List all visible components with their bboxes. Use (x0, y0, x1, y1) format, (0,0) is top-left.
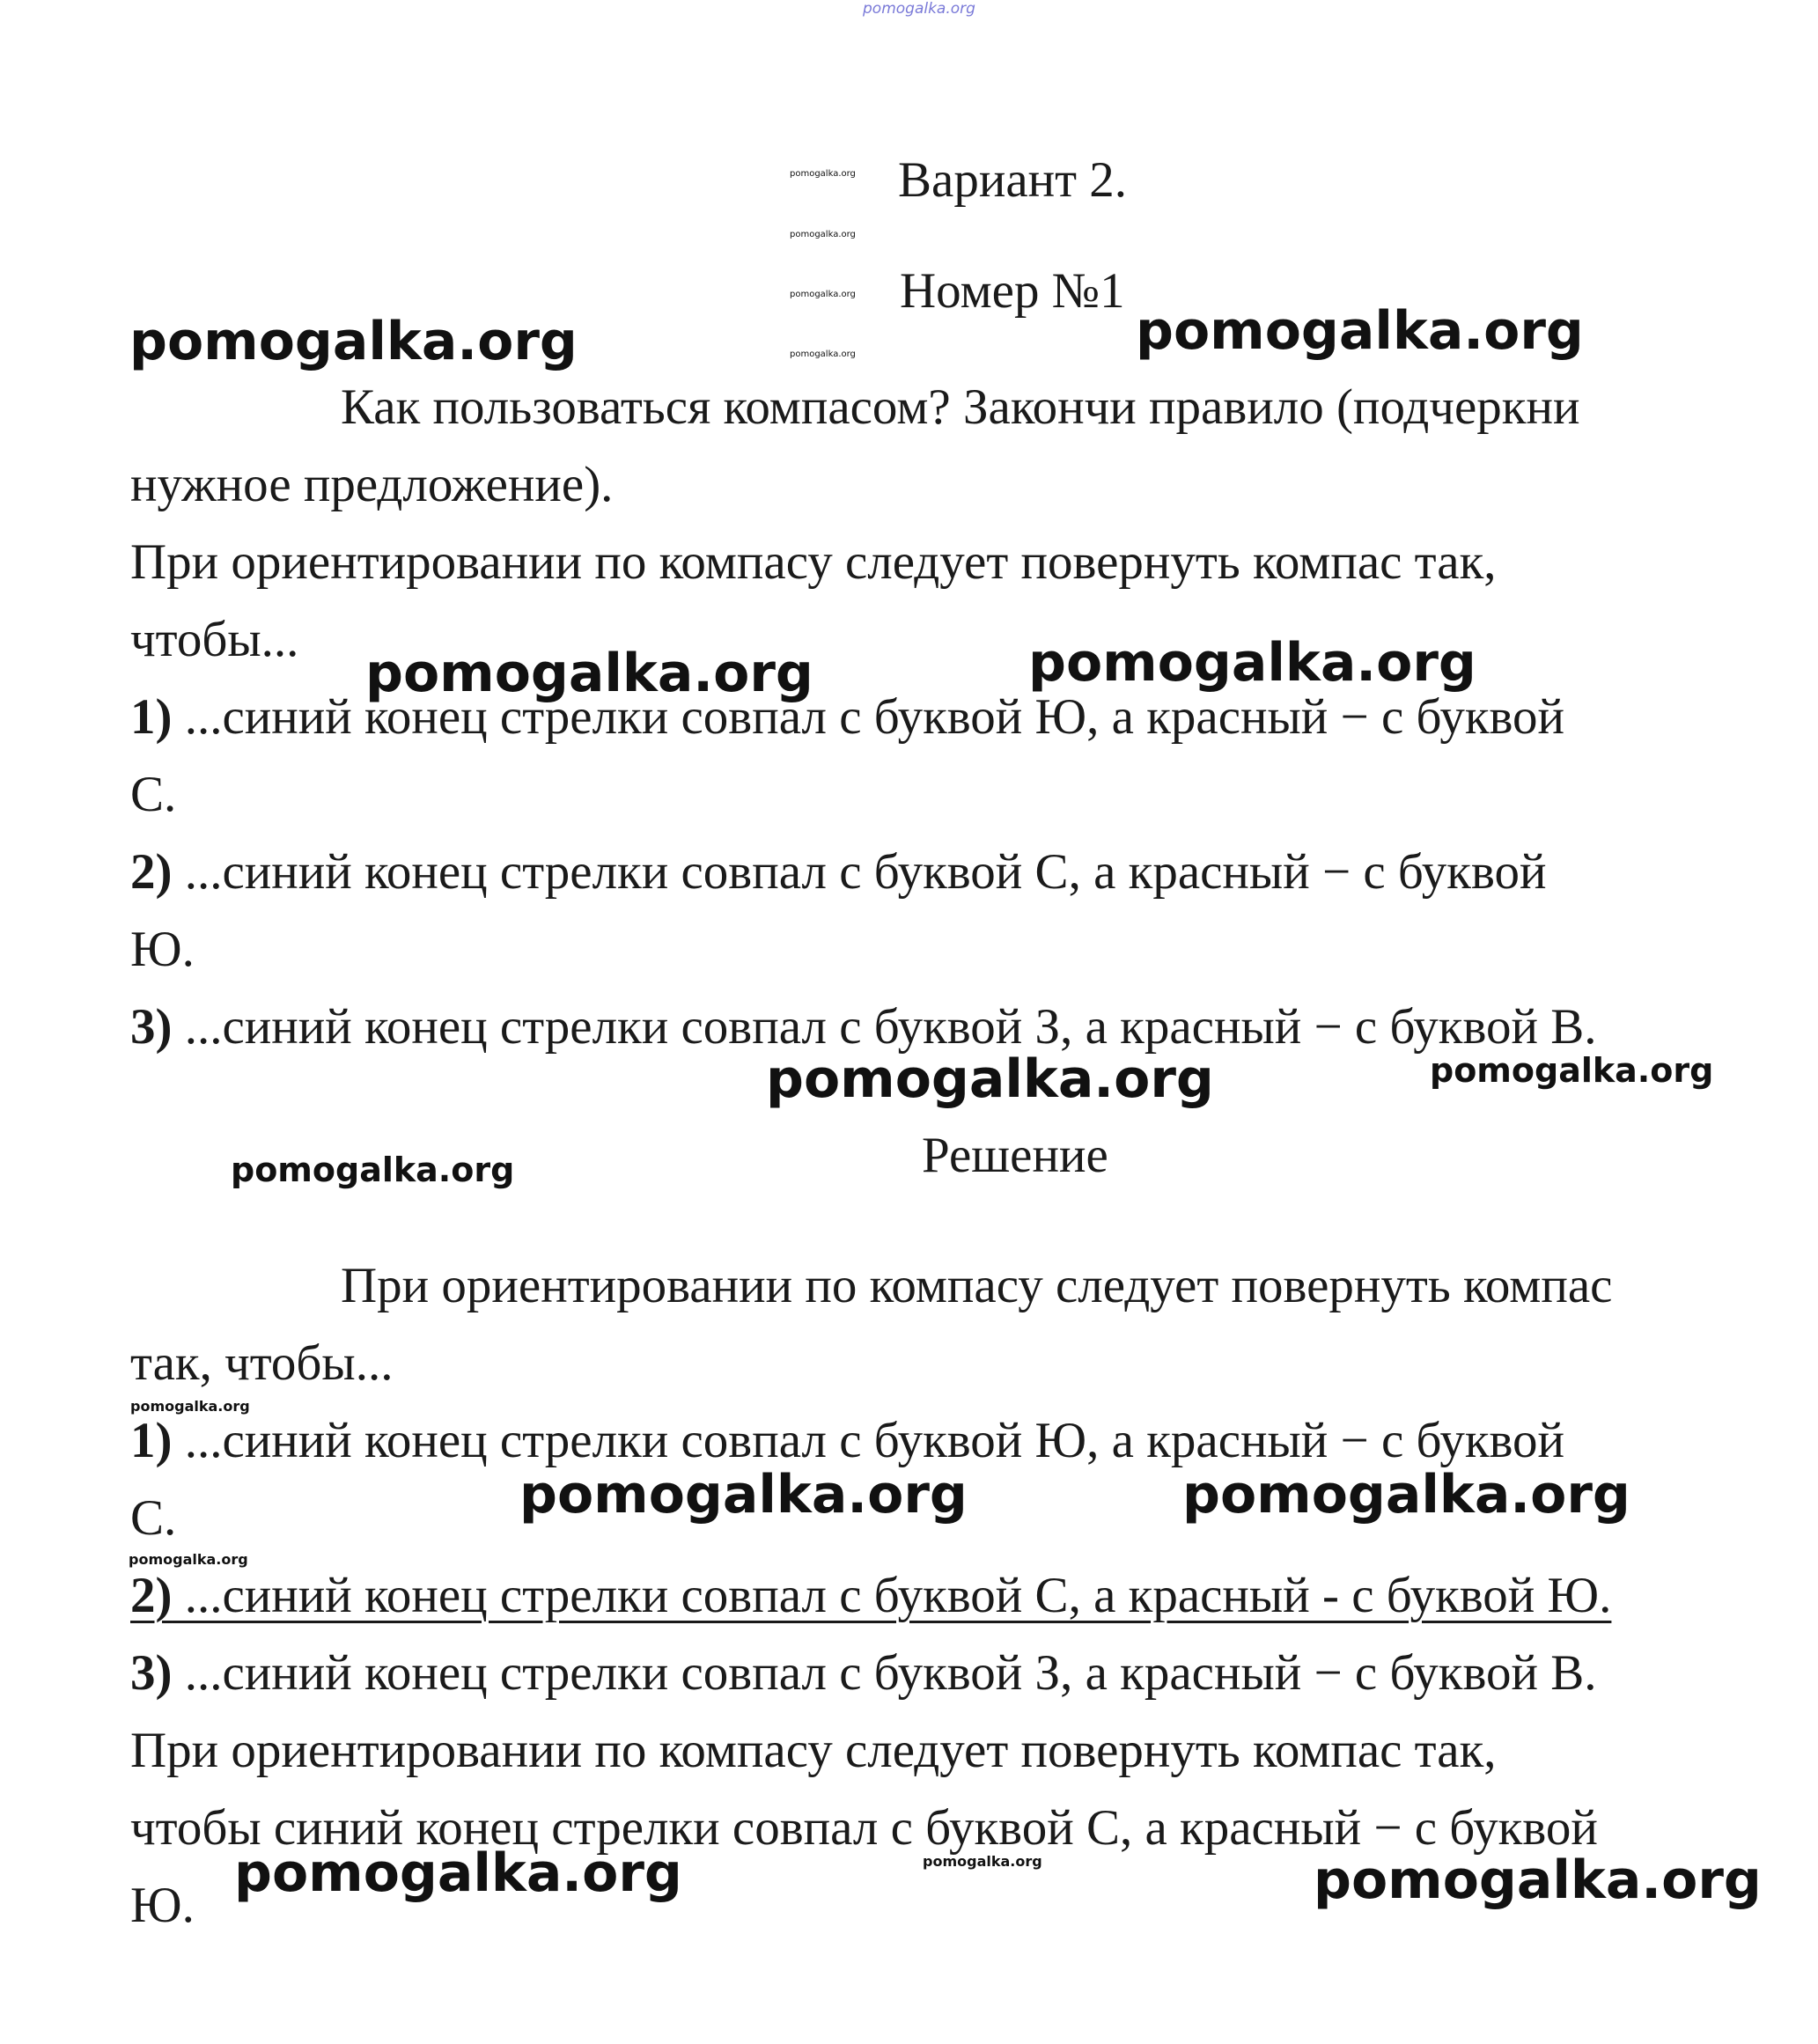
watermark: pomogalka.org (1028, 632, 1476, 694)
watermark: pomogalka.org (790, 290, 856, 299)
option-number: 1) (130, 689, 173, 745)
solution-option-1-cont: С. (130, 1490, 177, 1546)
watermark: pomogalka.org (130, 1398, 250, 1415)
option-text: ...синий конец стрелки совпал с буквой З, а красный − с буквой В. (172, 999, 1597, 1055)
task-option-2-cont: Ю. (130, 922, 195, 977)
option-text: ...синий конец стрелки совпал с буквой С, а красный - с буквой Ю. (172, 1568, 1612, 1623)
solution-option-2-underlined (130, 1570, 1611, 1621)
watermark: pomogalka.org (766, 1048, 1214, 1110)
option-number: 3) (130, 999, 173, 1055)
solution-title: Решение (922, 1128, 1108, 1183)
watermark: pomogalka.org (1182, 1464, 1630, 1526)
task-option-3 (130, 999, 1597, 1055)
watermark: pomogalka.org (1430, 1051, 1714, 1090)
conclusion-line2: чтобы синий конец стрелки совпал с буквой С, а красный − с буквой (130, 1800, 1598, 1856)
conclusion-line1: При ориентировании по компасу следует повернуть компас так, (130, 1723, 1497, 1778)
watermark: pomogalka.org (923, 1853, 1042, 1870)
solution-intro-line1: При ориентировании по компасу следует повернуть компас (341, 1258, 1613, 1313)
solution-option-1 (130, 1415, 1564, 1466)
watermark: pomogalka.org (790, 169, 856, 179)
conclusion-line3: Ю. (130, 1878, 195, 1933)
variant-title: Вариант 2. (898, 152, 1128, 208)
task-option-1 (130, 689, 1565, 745)
watermark: pomogalka.org (790, 349, 856, 359)
watermark: pomogalka.org (234, 1842, 682, 1904)
task-option-1-cont: С. (130, 767, 177, 822)
solution-intro-line2: так, чтобы... (130, 1335, 394, 1391)
option-text: ...синий конец стрелки совпал с буквой С, а красный − с буквой (172, 844, 1547, 900)
watermark: pomogalka.org (790, 230, 856, 239)
watermark: pomogalka.org (129, 311, 578, 372)
option-text: ...синий конец стрелки совпал с буквой З, а красный − с буквой В. (172, 1645, 1597, 1701)
task-question-line2: нужное предложение). (130, 457, 614, 512)
option-number: 2) (130, 844, 173, 900)
option-number: 2) (130, 1568, 173, 1623)
watermark: pomogalka.org (519, 1464, 968, 1526)
task-intro-line2: чтобы... (130, 612, 299, 667)
watermark: pomogalka.org (365, 643, 813, 704)
task-intro-line1: При ориентировании по компасу следует повернуть компас так, (130, 534, 1497, 590)
option-text: ...синий конец стрелки совпал с буквой Ю, а красный − с буквой (172, 689, 1565, 745)
number-title: Номер №1 (900, 263, 1125, 319)
top-watermark-link[interactable]: pomogalka.org (863, 0, 975, 18)
watermark: pomogalka.org (1314, 1849, 1762, 1911)
option-text: ...синий конец стрелки совпал с буквой Ю, а красный − с буквой (172, 1413, 1565, 1468)
watermark: pomogalka.org (231, 1151, 515, 1189)
solution-option-3 (130, 1645, 1597, 1701)
option-number: 1) (130, 1413, 173, 1468)
option-number: 3) (130, 1645, 173, 1701)
watermark: pomogalka.org (1136, 300, 1584, 362)
watermark: pomogalka.org (129, 1551, 248, 1568)
task-option-2 (130, 844, 1547, 900)
task-question-line1: Как пользоваться компасом? Закончи правило (подчеркни (341, 379, 1580, 435)
